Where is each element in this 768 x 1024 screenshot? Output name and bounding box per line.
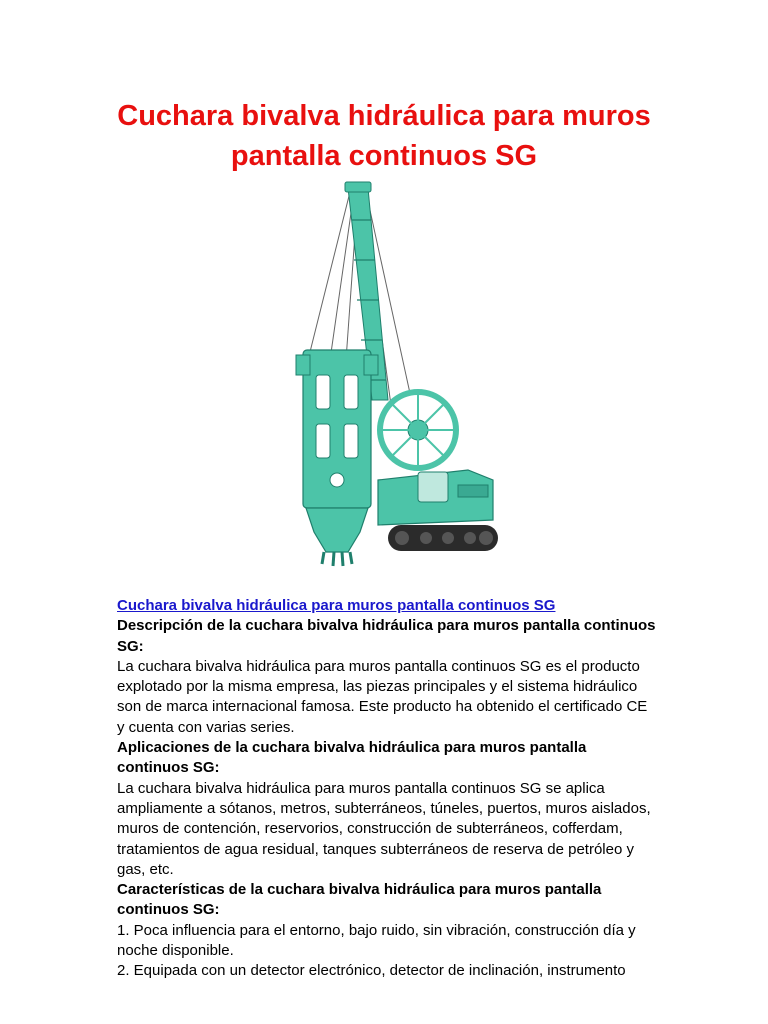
article-body <box>117 596 657 982</box>
section-paragraph: La cuchara bivalva hidráulica para muros pantalla continuos SG se aplica ampliamente a sótanos, metros, subterráneos, túneles, puertos, muros aislados, muros de contención, reservorios, construcción de subterráneos, cofferdam, tratamientos de agua residual, tanques subterráneos de reserva de petróleo y gas, etc. <box>117 779 651 878</box>
title-line-2: pantalla continuos SG <box>230 140 538 172</box>
section-heading: Características de la cuchara bivalva hidráulica para muros pantalla continuos SG: <box>117 881 602 919</box>
section-paragraph: La cuchara bivalva hidráulica para muros pantalla continuos SG es el producto explotado por la misma empresa, las piezas principales y el sistema hidráulico son de marca internacional famosa. Este producto ha obtenido el certificado CE y cuenta con varias series. <box>117 657 648 736</box>
page-title <box>0 96 768 176</box>
section-heading: Descripción de la cuchara bivalva hidráulica para muros pantalla continuos SG: <box>117 617 656 655</box>
crawler-crane-hydraulic-clamshell-icon <box>268 180 508 570</box>
product-link[interactable]: Cuchara bivalva hidráulica para muros pantalla continuos SG <box>117 597 556 614</box>
section-heading: Aplicaciones de la cuchara bivalva hidráulica para muros pantalla continuos SG: <box>117 739 587 777</box>
list-item: 1. Poca influencia para el entorno, bajo ruido, sin vibración, construcción día y noche disponible. <box>117 921 636 960</box>
crane-illustration <box>268 180 508 570</box>
list-item: 2. Equipada con un detector electrónico, detector de inclinación, instrumento <box>117 962 626 980</box>
title-line-1: Cuchara bivalva hidráulica para muros <box>117 100 651 132</box>
